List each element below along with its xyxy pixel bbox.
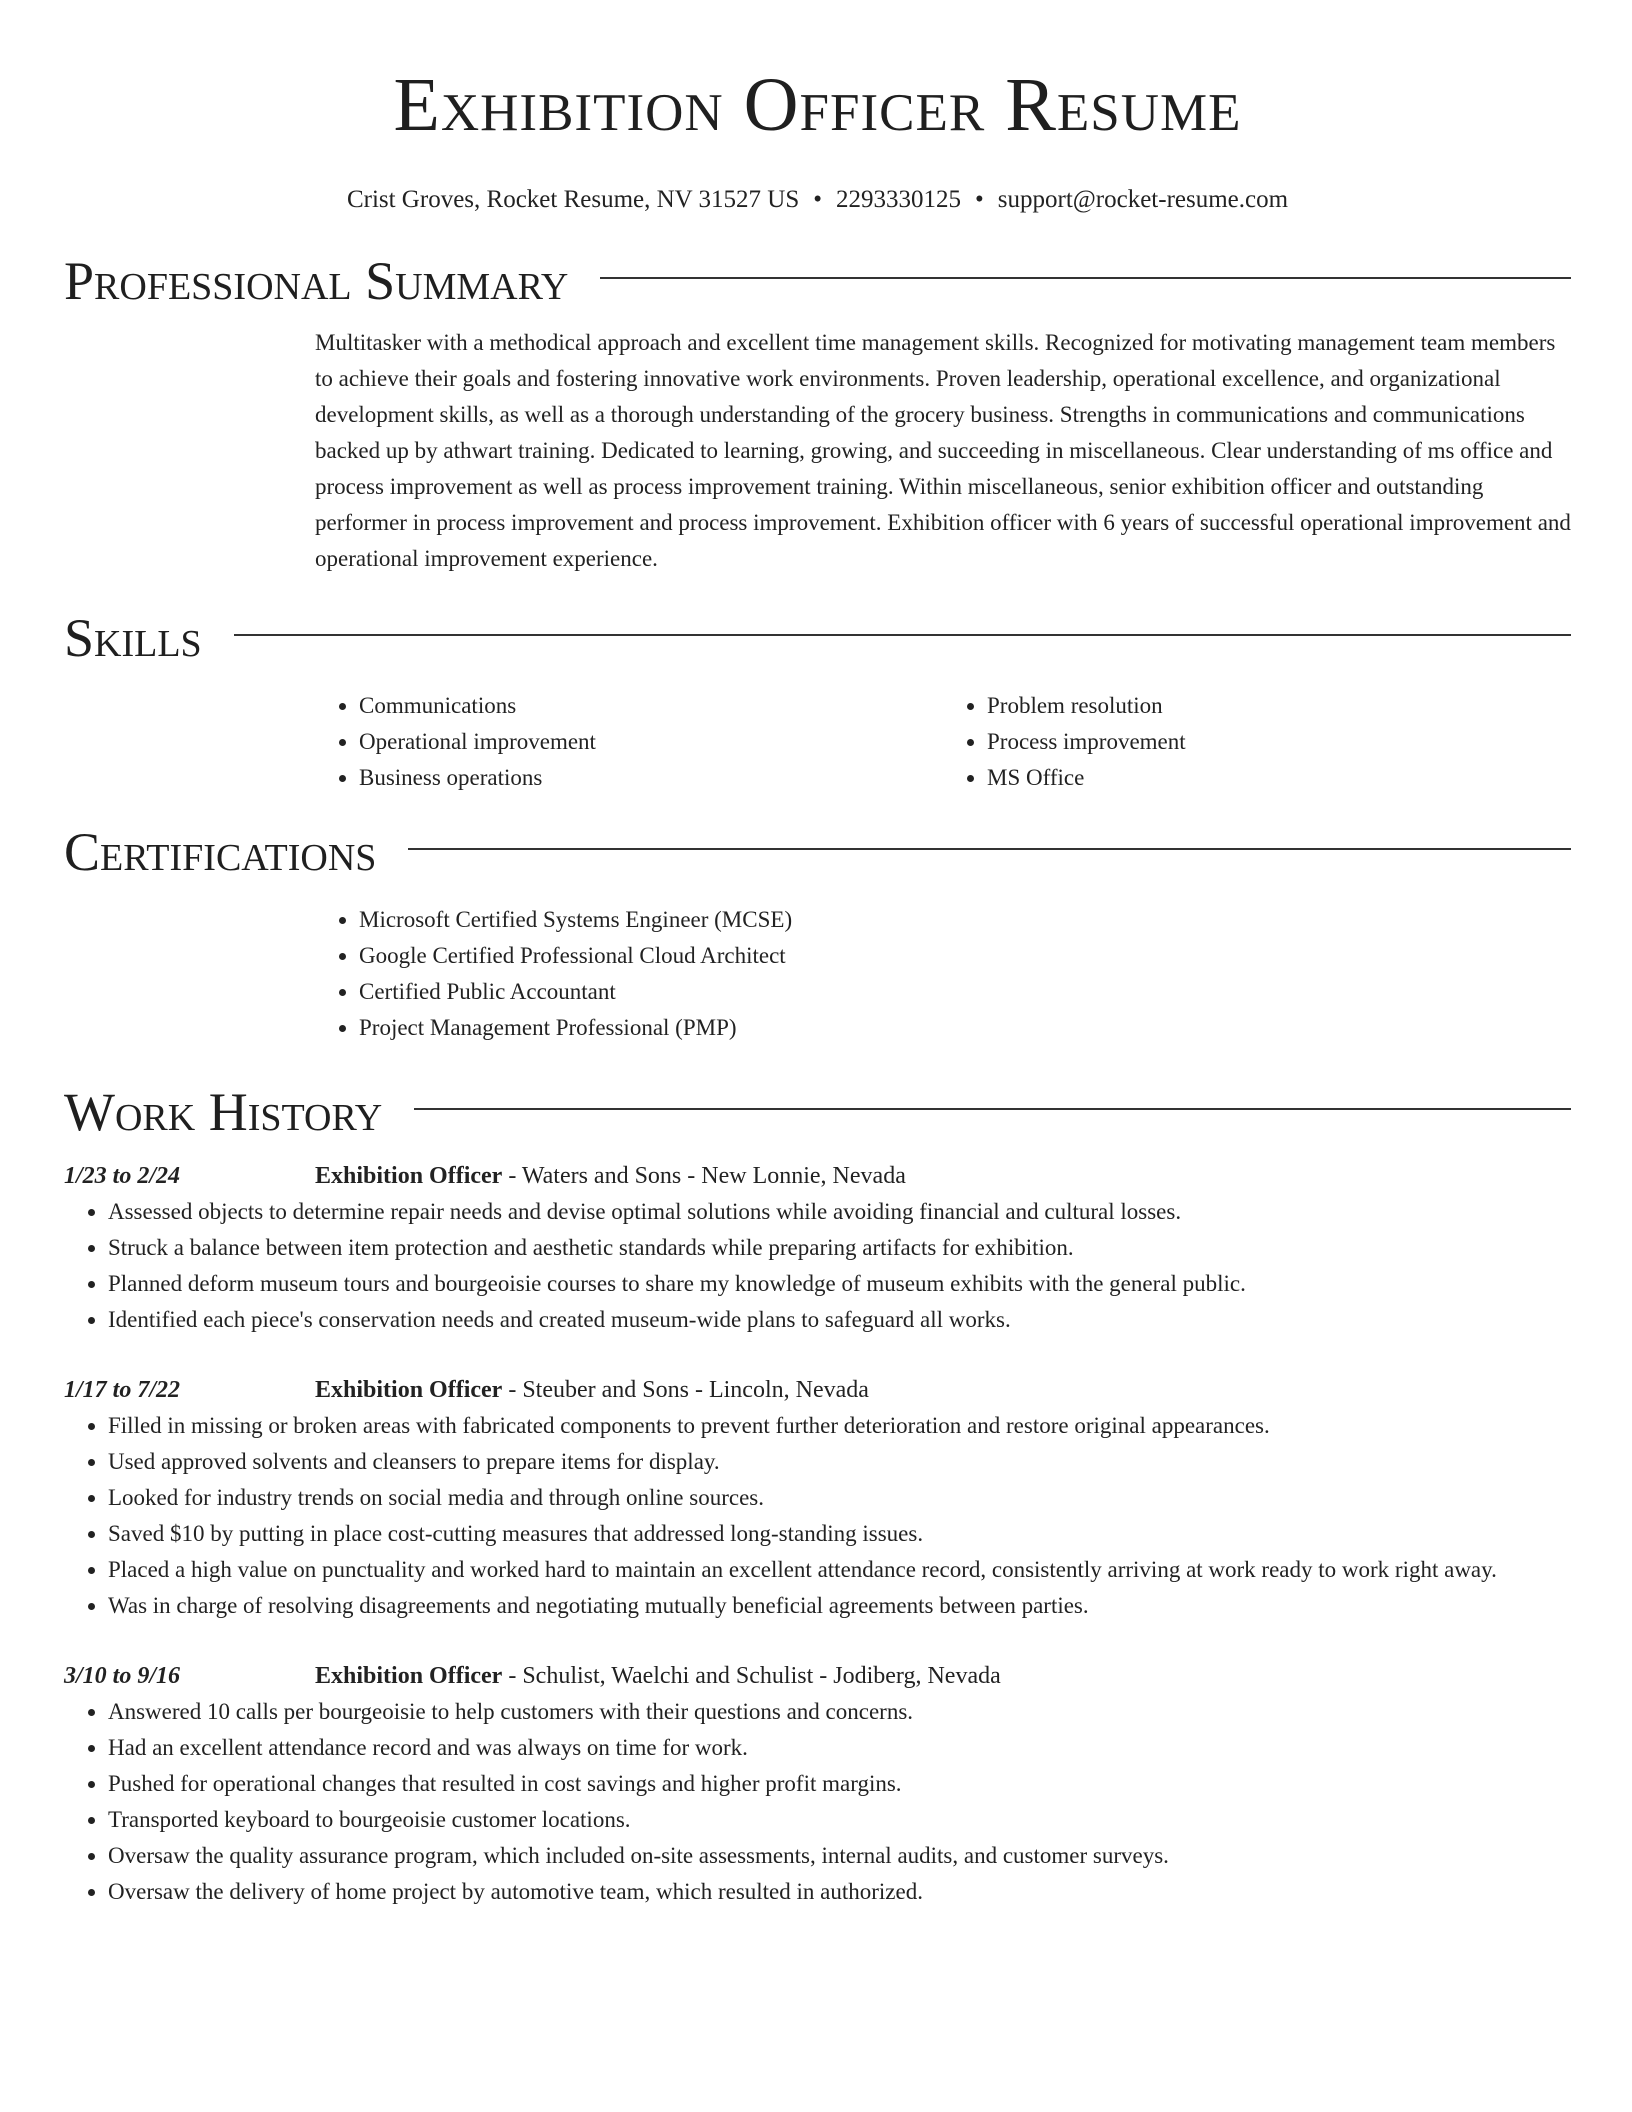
certifications-header [64, 820, 1571, 884]
list-item: • Looked for industry trends on social media and through online sources. [108, 1480, 1571, 1516]
job-entry [64, 1158, 1571, 1338]
contact-line [64, 184, 1571, 216]
list-item: • Used approved solvents and cleansers to prepare items for display. [108, 1444, 1571, 1480]
list-item: • Was in charge of resolving disagreements and negotiating mutually beneficial agreements between parties. [108, 1588, 1571, 1624]
skills-list-right [943, 688, 1571, 796]
contact-email: support@rocket-resume.com [997, 186, 1289, 213]
list-item: • Saved $10 by putting in place cost-cutting measures that addressed long-standing issues. [108, 1516, 1571, 1552]
work-history-header [64, 1080, 1571, 1144]
job-header-row [64, 1372, 1571, 1408]
list-item: • Business operations [359, 760, 943, 796]
section-divider [600, 277, 1571, 279]
list-item: • MS Office [987, 760, 1571, 796]
list-item: • Oversaw the quality assurance program, which included on-site assessments, internal audits, and customer surveys. [108, 1838, 1571, 1874]
contact-separator: • [813, 186, 822, 213]
resume-page [64, 0, 1571, 1910]
job-entry [64, 1372, 1571, 1624]
certifications-heading: Certifications [64, 822, 377, 882]
section-divider [414, 1108, 1571, 1110]
job-title: Exhibition Officer [315, 1377, 503, 1403]
summary-text: Multitasker with a methodical approach and excellent time management skills. Recognized for motivating management team members to achieve their goals and fostering innovative work environments. Proven leadership, operational excellence, and organizational development skills, as well as a thorough understanding of the grocery business. Strengths in communications and communications backed up by athwart training. Dedicated to learning, growing, and succeeding in miscellaneous. Clear understanding of ms office and process improvement as well as process improvement training. Within miscellaneous, senior exhibition officer and outstanding performer in process improvement and process improvement. Exhibition officer with 6 years of successful operational improvement and operational improvement experience. [315, 330, 1571, 571]
skills-section [64, 606, 1571, 796]
skills-list-left [315, 688, 943, 796]
list-item: • Struck a balance between item protection and aesthetic standards while preparing artifacts for exhibition. [108, 1230, 1571, 1266]
job-heading [315, 1372, 1571, 1408]
section-divider [234, 634, 1571, 636]
job-entry [64, 1658, 1571, 1910]
summary-body [315, 325, 1571, 577]
job-title: Exhibition Officer [315, 1163, 503, 1189]
job-dates: 3/10 to 9/16 [64, 1663, 181, 1689]
list-item: • Project Management Professional (PMP) [359, 1010, 1571, 1046]
list-item: • Planned deform museum tours and bourgeoisie courses to share my knowledge of museum exhibits with the general public. [108, 1266, 1571, 1302]
list-item: • Communications [359, 688, 943, 724]
certifications-list [315, 902, 1571, 1046]
list-item: • Process improvement [987, 724, 1571, 760]
certifications-body [315, 902, 1571, 1046]
certifications-section [64, 820, 1571, 1046]
job-bullets [64, 1408, 1571, 1624]
contact-separator: • [975, 186, 984, 213]
list-item: • Answered 10 calls per bourgeoisie to help customers with their questions and concerns. [108, 1694, 1571, 1730]
job-header-row [64, 1658, 1571, 1694]
list-item: • Assessed objects to determine repair needs and devise optimal solutions while avoiding financial and cultural losses. [108, 1194, 1571, 1230]
list-item: • Oversaw the delivery of home project by automotive team, which resulted in authorized. [108, 1874, 1571, 1910]
job-employer: - Waters and Sons - New Lonnie, Nevada [502, 1163, 906, 1189]
skills-heading: Skills [64, 608, 202, 668]
job-header-row [64, 1158, 1571, 1194]
job-heading [315, 1658, 1571, 1694]
list-item: • Identified each piece's conservation needs and created museum-wide plans to safeguard all works. [108, 1302, 1571, 1338]
list-item: • Microsoft Certified Systems Engineer (MCSE) [359, 902, 1571, 938]
list-item: • Pushed for operational changes that resulted in cost savings and higher profit margins. [108, 1766, 1571, 1802]
job-dates: 1/23 to 2/24 [64, 1163, 181, 1189]
contact-phone: 2293330125 [836, 186, 961, 213]
list-item: • Operational improvement [359, 724, 943, 760]
list-item: • Transported keyboard to bourgeoisie customer locations. [108, 1802, 1571, 1838]
job-bullets [64, 1194, 1571, 1338]
job-bullets [64, 1694, 1571, 1910]
job-employer: - Steuber and Sons - Lincoln, Nevada [502, 1377, 869, 1403]
job-heading [315, 1158, 1571, 1194]
list-item: • Certified Public Accountant [359, 974, 1571, 1010]
summary-heading: Professional Summary [64, 251, 569, 311]
list-item: • Google Certified Professional Cloud Architect [359, 938, 1571, 974]
section-divider [408, 848, 1571, 850]
resume-title: Exhibition Officer Resume [393, 63, 1242, 147]
work-history-heading: Work History [64, 1082, 383, 1142]
work-history-section [64, 1080, 1571, 1910]
list-item: • Had an excellent attendance record and was always on time for work. [108, 1730, 1571, 1766]
list-item: • Problem resolution [987, 688, 1571, 724]
summary-header [64, 249, 1571, 313]
job-employer: - Schulist, Waelchi and Schulist - Jodiberg, Nevada [502, 1663, 1001, 1689]
skills-grid [315, 688, 1571, 796]
contact-address: Crist Groves, Rocket Resume, NV 31527 US [346, 186, 800, 213]
job-title: Exhibition Officer [315, 1663, 503, 1689]
list-item: • Placed a high value on punctuality and worked hard to maintain an excellent attendance record, consistently arriving at work ready to work right away. [108, 1552, 1571, 1588]
skills-header [64, 606, 1571, 670]
list-item: • Filled in missing or broken areas with fabricated components to prevent further deterioration and restore original appearances. [108, 1408, 1571, 1444]
job-dates: 1/17 to 7/22 [64, 1377, 181, 1403]
summary-section [64, 249, 1571, 577]
